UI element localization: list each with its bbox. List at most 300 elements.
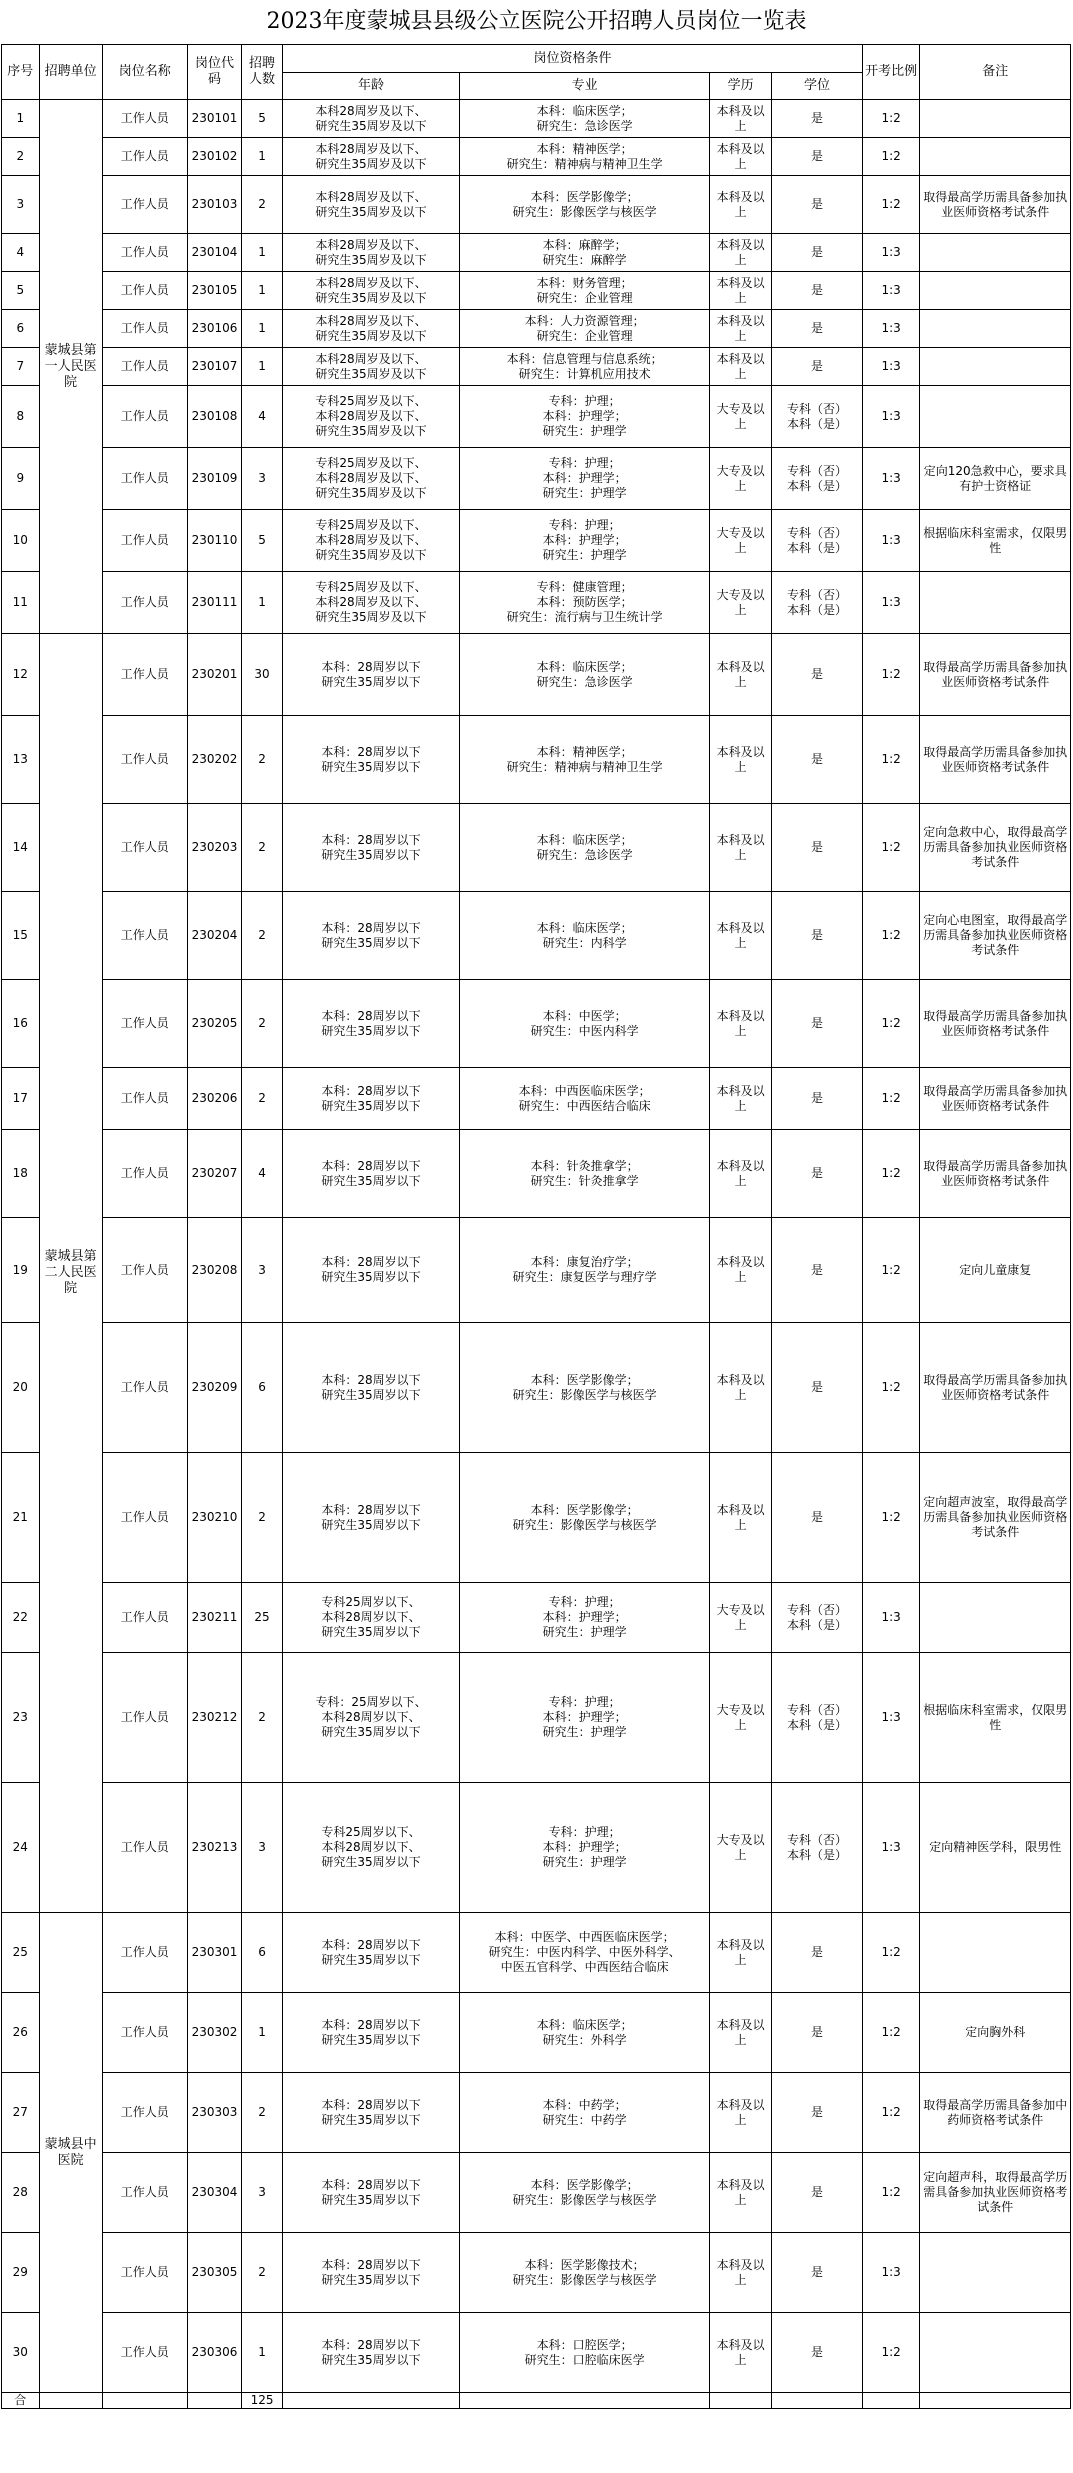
degree-cell: 是 <box>772 634 863 716</box>
age-cell: 本科28周岁及以下、 研究生35周岁及以下 <box>283 348 460 386</box>
education-cell: 大专及以上 <box>710 448 772 510</box>
major-cell: 本科：临床医学； 研究生：外科学 <box>460 1993 710 2073</box>
major-cell: 本科：康复治疗学； 研究生：康复医学与理疗学 <box>460 1218 710 1323</box>
education-cell: 本科及以上 <box>710 2233 772 2313</box>
seq-cell: 15 <box>2 892 40 980</box>
header-degree: 学位 <box>772 73 863 100</box>
table-row <box>2 448 1071 510</box>
count-cell: 2 <box>242 2073 283 2153</box>
header-age: 年龄 <box>283 73 460 100</box>
education-cell: 大专及以上 <box>710 510 772 572</box>
count-cell: 2 <box>242 176 283 234</box>
degree-cell: 专科（否） 本科（是） <box>772 572 863 634</box>
table-row <box>2 510 1071 572</box>
ratio-cell: 1:2 <box>862 1218 920 1323</box>
degree-cell: 是 <box>772 892 863 980</box>
remark-cell: 根据临床科室需求，仅限男性 <box>920 510 1071 572</box>
count-cell: 30 <box>242 634 283 716</box>
seq-cell: 8 <box>2 386 40 448</box>
remark-cell <box>920 272 1071 310</box>
count-cell: 1 <box>242 138 283 176</box>
post-name-cell: 工作人员 <box>102 716 187 804</box>
post-code-cell: 230104 <box>187 234 241 272</box>
seq-cell: 19 <box>2 1218 40 1323</box>
remark-cell <box>920 2313 1071 2393</box>
remark-cell <box>920 1583 1071 1653</box>
seq-cell: 20 <box>2 1323 40 1453</box>
education-cell: 本科及以上 <box>710 716 772 804</box>
remark-cell: 根据临床科室需求，仅限男性 <box>920 1653 1071 1783</box>
remark-cell: 定向急救中心，取得最高学历需具备参加执业医师资格考试条件 <box>920 804 1071 892</box>
remark-cell: 定向超声波室，取得最高学历需具备参加执业医师资格考试条件 <box>920 1453 1071 1583</box>
ratio-cell: 1:2 <box>862 1323 920 1453</box>
table-row <box>2 804 1071 892</box>
total-empty-cell <box>283 2393 460 2409</box>
post-code-cell: 230207 <box>187 1130 241 1218</box>
post-name-cell: 工作人员 <box>102 310 187 348</box>
seq-cell: 23 <box>2 1653 40 1783</box>
post-code-cell: 230110 <box>187 510 241 572</box>
ratio-cell: 1:2 <box>862 1130 920 1218</box>
post-code-cell: 230302 <box>187 1993 241 2073</box>
education-cell: 本科及以上 <box>710 310 772 348</box>
degree-cell: 是 <box>772 1913 863 1993</box>
remark-cell: 取得最高学历需具备参加中药师资格考试条件 <box>920 2073 1071 2153</box>
post-code-cell: 230301 <box>187 1913 241 1993</box>
education-cell: 本科及以上 <box>710 634 772 716</box>
degree-cell: 专科（否） 本科（是） <box>772 386 863 448</box>
post-name-cell: 工作人员 <box>102 1323 187 1453</box>
age-cell: 本科：28周岁以下 研究生35周岁以下 <box>283 1913 460 1993</box>
total-empty-cell <box>862 2393 920 2409</box>
total-empty-cell <box>920 2393 1071 2409</box>
education-cell: 本科及以上 <box>710 1453 772 1583</box>
age-cell: 本科：28周岁以下 研究生35周岁以下 <box>283 716 460 804</box>
post-code-cell: 230201 <box>187 634 241 716</box>
table-row <box>2 1993 1071 2073</box>
total-empty-cell <box>710 2393 772 2409</box>
remark-cell: 取得最高学历需具备参加执业医师资格考试条件 <box>920 716 1071 804</box>
post-code-cell: 230303 <box>187 2073 241 2153</box>
age-cell: 本科28周岁及以下、 研究生35周岁及以下 <box>283 272 460 310</box>
table-row <box>2 1218 1071 1323</box>
table-row <box>2 892 1071 980</box>
post-code-cell: 230204 <box>187 892 241 980</box>
post-code-cell: 230203 <box>187 804 241 892</box>
ratio-cell: 1:2 <box>862 892 920 980</box>
table-row <box>2 572 1071 634</box>
age-cell: 专科25周岁以下、 本科28周岁以下、 研究生35周岁以下 <box>283 1583 460 1653</box>
header-seq: 序号 <box>2 45 40 100</box>
remark-cell <box>920 572 1071 634</box>
education-cell: 本科及以上 <box>710 892 772 980</box>
degree-cell: 是 <box>772 1323 863 1453</box>
post-name-cell: 工作人员 <box>102 1653 187 1783</box>
age-cell: 本科：28周岁以下 研究生35周岁以下 <box>283 634 460 716</box>
remark-cell <box>920 310 1071 348</box>
education-cell: 本科及以上 <box>710 1068 772 1130</box>
education-cell: 大专及以上 <box>710 572 772 634</box>
post-code-cell: 230210 <box>187 1453 241 1583</box>
education-cell: 本科及以上 <box>710 1913 772 1993</box>
ratio-cell: 1:2 <box>862 138 920 176</box>
table-row <box>2 2233 1071 2313</box>
seq-cell: 3 <box>2 176 40 234</box>
degree-cell: 是 <box>772 310 863 348</box>
post-name-cell: 工作人员 <box>102 448 187 510</box>
degree-cell: 是 <box>772 1993 863 2073</box>
count-cell: 3 <box>242 2153 283 2233</box>
major-cell: 专科：护理； 本科：护理学； 研究生：护理学 <box>460 448 710 510</box>
major-cell: 本科：针灸推拿学； 研究生：针灸推拿学 <box>460 1130 710 1218</box>
seq-cell: 2 <box>2 138 40 176</box>
post-name-cell: 工作人员 <box>102 572 187 634</box>
table-row <box>2 980 1071 1068</box>
ratio-cell: 1:3 <box>862 1783 920 1913</box>
post-code-cell: 230306 <box>187 2313 241 2393</box>
seq-cell: 25 <box>2 1913 40 1993</box>
post-code-cell: 230208 <box>187 1218 241 1323</box>
table-row <box>2 234 1071 272</box>
ratio-cell: 1:3 <box>862 448 920 510</box>
count-cell: 6 <box>242 1323 283 1453</box>
count-cell: 2 <box>242 892 283 980</box>
remark-cell <box>920 386 1071 448</box>
degree-cell: 是 <box>772 1453 863 1583</box>
education-cell: 本科及以上 <box>710 176 772 234</box>
age-cell: 本科：28周岁以下 研究生35周岁以下 <box>283 1068 460 1130</box>
remark-cell: 取得最高学历需具备参加执业医师资格考试条件 <box>920 1068 1071 1130</box>
table-row <box>2 1913 1071 1993</box>
header-qualification: 岗位资格条件 <box>283 45 863 73</box>
degree-cell: 是 <box>772 272 863 310</box>
table-row <box>2 138 1071 176</box>
remark-cell <box>920 348 1071 386</box>
degree-cell: 是 <box>772 2233 863 2313</box>
post-code-cell: 230111 <box>187 572 241 634</box>
count-cell: 2 <box>242 980 283 1068</box>
seq-cell: 24 <box>2 1783 40 1913</box>
seq-cell: 13 <box>2 716 40 804</box>
major-cell: 本科：临床医学； 研究生：内科学 <box>460 892 710 980</box>
table-row <box>2 2313 1071 2393</box>
table-row <box>2 634 1071 716</box>
age-cell: 专科：25周岁以下、 本科28周岁以下、 研究生35周岁以下 <box>283 1653 460 1783</box>
major-cell: 本科：临床医学； 研究生：急诊医学 <box>460 634 710 716</box>
post-name-cell: 工作人员 <box>102 892 187 980</box>
major-cell: 本科：中西医临床医学； 研究生：中西医结合临床 <box>460 1068 710 1130</box>
post-name-cell: 工作人员 <box>102 1583 187 1653</box>
age-cell: 本科：28周岁以下 研究生35周岁以下 <box>283 2153 460 2233</box>
count-cell: 3 <box>242 448 283 510</box>
header-post-name: 岗位名称 <box>102 45 187 100</box>
total-empty-cell <box>460 2393 710 2409</box>
major-cell: 本科：人力资源管理； 研究生：企业管理 <box>460 310 710 348</box>
major-cell: 专科：健康管理； 本科：预防医学； 研究生：流行病与卫生统计学 <box>460 572 710 634</box>
age-cell: 本科：28周岁以下 研究生35周岁以下 <box>283 2233 460 2313</box>
ratio-cell: 1:3 <box>862 2233 920 2313</box>
remark-cell: 定向120急救中心，要求具有护士资格证 <box>920 448 1071 510</box>
major-cell: 本科：医学影像学； 研究生：影像医学与核医学 <box>460 1323 710 1453</box>
major-cell: 本科：医学影像学； 研究生：影像医学与核医学 <box>460 1453 710 1583</box>
ratio-cell: 1:2 <box>862 100 920 138</box>
post-name-cell: 工作人员 <box>102 272 187 310</box>
major-cell: 本科：精神医学； 研究生：精神病与精神卫生学 <box>460 716 710 804</box>
remark-cell: 取得最高学历需具备参加执业医师资格考试条件 <box>920 1323 1071 1453</box>
table-row <box>2 1068 1071 1130</box>
post-name-cell: 工作人员 <box>102 386 187 448</box>
count-cell: 5 <box>242 100 283 138</box>
remark-cell: 取得最高学历需具备参加执业医师资格考试条件 <box>920 176 1071 234</box>
count-cell: 1 <box>242 272 283 310</box>
count-cell: 1 <box>242 2313 283 2393</box>
ratio-cell: 1:2 <box>862 1913 920 1993</box>
table-row <box>2 2073 1071 2153</box>
post-name-cell: 工作人员 <box>102 2073 187 2153</box>
seq-cell: 4 <box>2 234 40 272</box>
count-cell: 2 <box>242 1068 283 1130</box>
table-row <box>2 1653 1071 1783</box>
total-empty-cell <box>772 2393 863 2409</box>
post-code-cell: 230304 <box>187 2153 241 2233</box>
ratio-cell: 1:3 <box>862 234 920 272</box>
age-cell: 本科：28周岁以下 研究生35周岁以下 <box>283 1993 460 2073</box>
remark-cell <box>920 234 1071 272</box>
education-cell: 大专及以上 <box>710 386 772 448</box>
major-cell: 专科：护理； 本科：护理学； 研究生：护理学 <box>460 1583 710 1653</box>
age-cell: 本科：28周岁以下 研究生35周岁以下 <box>283 1218 460 1323</box>
ratio-cell: 1:2 <box>862 1068 920 1130</box>
recruitment-table <box>1 44 1071 2409</box>
seq-cell: 5 <box>2 272 40 310</box>
degree-cell: 是 <box>772 2073 863 2153</box>
post-name-cell: 工作人员 <box>102 634 187 716</box>
education-cell: 本科及以上 <box>710 980 772 1068</box>
count-cell: 2 <box>242 2233 283 2313</box>
age-cell: 本科：28周岁以下 研究生35周岁以下 <box>283 980 460 1068</box>
major-cell: 本科：财务管理； 研究生：企业管理 <box>460 272 710 310</box>
education-cell: 本科及以上 <box>710 100 772 138</box>
seq-cell: 16 <box>2 980 40 1068</box>
education-cell: 本科及以上 <box>710 1323 772 1453</box>
degree-cell: 专科（否） 本科（是） <box>772 510 863 572</box>
post-name-cell: 工作人员 <box>102 138 187 176</box>
table-row <box>2 1323 1071 1453</box>
ratio-cell: 1:2 <box>862 2153 920 2233</box>
degree-cell: 是 <box>772 980 863 1068</box>
post-code-cell: 230305 <box>187 2233 241 2313</box>
age-cell: 本科：28周岁以下 研究生35周岁以下 <box>283 2073 460 2153</box>
major-cell: 本科：医学影像学； 研究生：影像医学与核医学 <box>460 2153 710 2233</box>
education-cell: 本科及以上 <box>710 1218 772 1323</box>
ratio-cell: 1:3 <box>862 510 920 572</box>
education-cell: 本科及以上 <box>710 1130 772 1218</box>
seq-cell: 30 <box>2 2313 40 2393</box>
post-name-cell: 工作人员 <box>102 1993 187 2073</box>
total-count: 125 <box>242 2393 283 2409</box>
age-cell: 本科：28周岁以下 研究生35周岁以下 <box>283 1130 460 1218</box>
remark-cell <box>920 1913 1071 1993</box>
remark-cell <box>920 2233 1071 2313</box>
remark-cell: 定向心电图室，取得最高学历需具备参加执业医师资格考试条件 <box>920 892 1071 980</box>
post-code-cell: 230109 <box>187 448 241 510</box>
age-cell: 专科25周岁及以下、 本科28周岁及以下、 研究生35周岁及以下 <box>283 386 460 448</box>
post-code-cell: 230102 <box>187 138 241 176</box>
seq-cell: 29 <box>2 2233 40 2313</box>
remark-cell: 定向超声科，取得最高学历需具备参加执业医师资格考试条件 <box>920 2153 1071 2233</box>
education-cell: 本科及以上 <box>710 2073 772 2153</box>
header-unit: 招聘单位 <box>39 45 102 100</box>
degree-cell: 是 <box>772 1130 863 1218</box>
major-cell: 专科：护理； 本科：护理学； 研究生：护理学 <box>460 510 710 572</box>
post-code-cell: 230106 <box>187 310 241 348</box>
major-cell: 本科：医学影像学； 研究生：影像医学与核医学 <box>460 176 710 234</box>
education-cell: 本科及以上 <box>710 1993 772 2073</box>
ratio-cell: 1:2 <box>862 1993 920 2073</box>
post-code-cell: 230212 <box>187 1653 241 1783</box>
education-cell: 本科及以上 <box>710 348 772 386</box>
remark-cell <box>920 100 1071 138</box>
age-cell: 本科：28周岁以下 研究生35周岁以下 <box>283 1323 460 1453</box>
count-cell: 1 <box>242 572 283 634</box>
count-cell: 3 <box>242 1783 283 1913</box>
major-cell: 本科：临床医学； 研究生：急诊医学 <box>460 804 710 892</box>
seq-cell: 7 <box>2 348 40 386</box>
post-code-cell: 230206 <box>187 1068 241 1130</box>
seq-cell: 21 <box>2 1453 40 1583</box>
post-name-cell: 工作人员 <box>102 510 187 572</box>
education-cell: 大专及以上 <box>710 1583 772 1653</box>
post-name-cell: 工作人员 <box>102 2233 187 2313</box>
remark-cell: 定向儿童康复 <box>920 1218 1071 1323</box>
post-name-cell: 工作人员 <box>102 2313 187 2393</box>
age-cell: 专科25周岁及以下、 本科28周岁及以下、 研究生35周岁及以下 <box>283 448 460 510</box>
degree-cell: 是 <box>772 100 863 138</box>
seq-cell: 18 <box>2 1130 40 1218</box>
major-cell: 专科：护理； 本科：护理学； 研究生：护理学 <box>460 1653 710 1783</box>
post-name-cell: 工作人员 <box>102 2153 187 2233</box>
age-cell: 本科：28周岁以下 研究生35周岁以下 <box>283 804 460 892</box>
remark-cell: 定向精神医学科，限男性 <box>920 1783 1071 1913</box>
table-row <box>2 1583 1071 1653</box>
total-empty-cell <box>39 2393 102 2409</box>
post-name-cell: 工作人员 <box>102 1218 187 1323</box>
seq-cell: 6 <box>2 310 40 348</box>
post-name-cell: 工作人员 <box>102 980 187 1068</box>
post-name-cell: 工作人员 <box>102 1130 187 1218</box>
post-name-cell: 工作人员 <box>102 100 187 138</box>
count-cell: 25 <box>242 1583 283 1653</box>
degree-cell: 专科（否） 本科（是） <box>772 1653 863 1783</box>
age-cell: 本科28周岁及以下、 研究生35周岁及以下 <box>283 100 460 138</box>
count-cell: 3 <box>242 1218 283 1323</box>
seq-cell: 11 <box>2 572 40 634</box>
degree-cell: 是 <box>772 2153 863 2233</box>
degree-cell: 专科（否） 本科（是） <box>772 1783 863 1913</box>
page-title: 2023年度蒙城县县级公立医院公开招聘人员岗位一览表 <box>266 9 807 34</box>
degree-cell: 是 <box>772 1218 863 1323</box>
header-post-code: 岗位代码 <box>187 45 241 100</box>
education-cell: 本科及以上 <box>710 804 772 892</box>
post-code-cell: 230105 <box>187 272 241 310</box>
seq-cell: 12 <box>2 634 40 716</box>
remark-cell: 取得最高学历需具备参加执业医师资格考试条件 <box>920 1130 1071 1218</box>
header-remark: 备注 <box>920 45 1071 100</box>
education-cell: 大专及以上 <box>710 1653 772 1783</box>
major-cell: 专科：护理； 本科：护理学； 研究生：护理学 <box>460 1783 710 1913</box>
post-name-cell: 工作人员 <box>102 1068 187 1130</box>
table-row <box>2 348 1071 386</box>
ratio-cell: 1:2 <box>862 804 920 892</box>
table-row <box>2 386 1071 448</box>
unit-cell: 蒙城县第二人民医院 <box>39 634 102 1913</box>
table-row <box>2 176 1071 234</box>
unit-cell: 蒙城县中医院 <box>39 1913 102 2393</box>
seq-cell: 14 <box>2 804 40 892</box>
ratio-cell: 1:2 <box>862 2073 920 2153</box>
seq-cell: 17 <box>2 1068 40 1130</box>
major-cell: 本科：中药学； 研究生：中药学 <box>460 2073 710 2153</box>
ratio-cell: 1:3 <box>862 386 920 448</box>
degree-cell: 是 <box>772 716 863 804</box>
post-code-cell: 230205 <box>187 980 241 1068</box>
total-empty-cell <box>102 2393 187 2409</box>
ratio-cell: 1:2 <box>862 980 920 1068</box>
remark-cell: 取得最高学历需具备参加执业医师资格考试条件 <box>920 980 1071 1068</box>
remark-cell <box>920 138 1071 176</box>
count-cell: 2 <box>242 716 283 804</box>
table-row <box>2 272 1071 310</box>
post-code-cell: 230209 <box>187 1323 241 1453</box>
seq-cell: 10 <box>2 510 40 572</box>
count-cell: 1 <box>242 348 283 386</box>
post-name-cell: 工作人员 <box>102 348 187 386</box>
table-row <box>2 1130 1071 1218</box>
table-row <box>2 2153 1071 2233</box>
post-name-cell: 工作人员 <box>102 1783 187 1913</box>
post-name-cell: 工作人员 <box>102 176 187 234</box>
degree-cell: 是 <box>772 176 863 234</box>
count-cell: 2 <box>242 1453 283 1583</box>
degree-cell: 专科（否） 本科（是） <box>772 1583 863 1653</box>
count-cell: 5 <box>242 510 283 572</box>
unit-cell: 蒙城县第一人民医院 <box>39 100 102 634</box>
count-cell: 2 <box>242 1653 283 1783</box>
age-cell: 专科25周岁及以下、 本科28周岁及以下、 研究生35周岁及以下 <box>283 572 460 634</box>
ratio-cell: 1:3 <box>862 348 920 386</box>
major-cell: 本科：中医学； 研究生：中医内科学 <box>460 980 710 1068</box>
count-cell: 1 <box>242 310 283 348</box>
total-label: 合 <box>2 2393 40 2409</box>
degree-cell: 是 <box>772 1068 863 1130</box>
education-cell: 本科及以上 <box>710 234 772 272</box>
count-cell: 2 <box>242 804 283 892</box>
age-cell: 本科28周岁及以下、 研究生35周岁及以下 <box>283 176 460 234</box>
ratio-cell: 1:3 <box>862 572 920 634</box>
degree-cell: 是 <box>772 2313 863 2393</box>
ratio-cell: 1:3 <box>862 272 920 310</box>
header-education: 学历 <box>710 73 772 100</box>
seq-cell: 26 <box>2 1993 40 2073</box>
age-cell: 专科25周岁及以下、 本科28周岁及以下、 研究生35周岁及以下 <box>283 510 460 572</box>
table-row <box>2 716 1071 804</box>
ratio-cell: 1:3 <box>862 310 920 348</box>
post-code-cell: 230107 <box>187 348 241 386</box>
ratio-cell: 1:2 <box>862 634 920 716</box>
seq-cell: 28 <box>2 2153 40 2233</box>
count-cell: 1 <box>242 234 283 272</box>
post-code-cell: 230211 <box>187 1583 241 1653</box>
